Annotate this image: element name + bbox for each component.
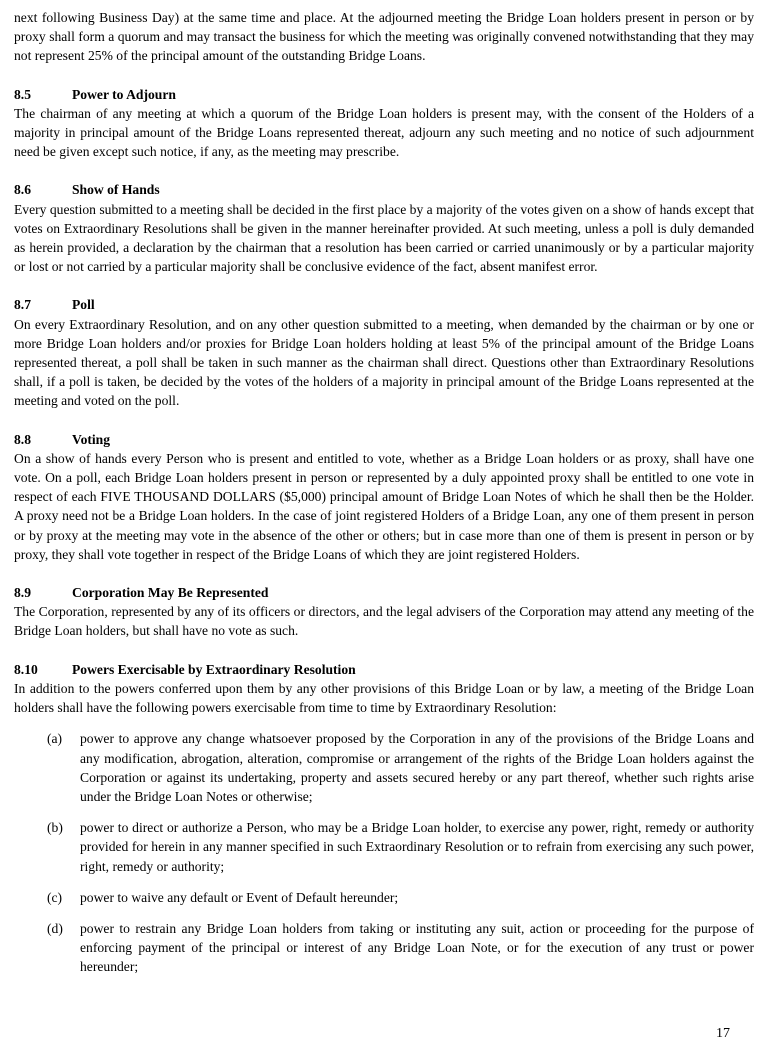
- list-item-d: [47, 919, 754, 977]
- list-item-c: [47, 888, 754, 907]
- section-heading: [14, 295, 754, 314]
- powers-list: [14, 729, 754, 976]
- section-heading: [14, 660, 754, 679]
- section-number: 8.7: [14, 297, 31, 313]
- section-body: On every Extraordinary Resolution, and on any other question submitted to a meeting, when demanded by the chairman or by one or more Bridge Loan holders and/or proxies for Bridge Loan holders holding at least 5% of the principal amount of the Bridge Loans represented thereat, a poll shall be taken in such manner as the chairman shall direct. Questions other than Extraordinary Resolutions shall, if a poll is taken, be decided by the votes of the holders of a majority in principal amount of the Bridge Loans represented at the meeting and voted on the poll.: [14, 316, 754, 409]
- section-body: Every question submitted to a meeting shall be decided in the first place by a majority of the votes given on a show of hands except that votes on Extraordinary Resolutions shall be given in the manner hereinafter provided. At such meeting, unless a poll is duly demanded as herein provided, a declaration by the chairman that a resolution has been carried or carried unanimously or by a particular majority or lost or not carried by a particular majority shall be conclusive evidence of the fact, absent manifest error.: [14, 201, 754, 275]
- section-body: The Corporation, represented by any of its officers or directors, and the legal advisers of the Corporation may attend any meeting of the Bridge Loan holders, but shall have no vote as such.: [14, 604, 754, 639]
- item-text: power to waive any default or Event of Default hereunder;: [80, 889, 399, 905]
- list-item-b: [47, 818, 754, 876]
- section-number: 8.6: [14, 182, 31, 198]
- section-body: The chairman of any meeting at which a quorum of the Bridge Loan holders is present may, with the consent of the Holders of a majority in principal amount of the Bridge Loans represented thereat, adjourn any such meeting and no notice of such adjournment need be given except such notice, if any, as the meeting may prescribe.: [14, 105, 754, 160]
- section-number: 8.9: [14, 585, 31, 601]
- section-heading: [14, 180, 754, 199]
- section-title: Poll: [72, 297, 95, 313]
- section-8-10: [14, 660, 754, 977]
- intro-paragraph: next following Business Day) at the same time and place. At the adjourned meeting the Bridge Loan holders present in person or by proxy shall form a quorum and may transact the business for which the meeting was originally convened notwithstanding that they may not represent 25% of the principal amount of the outstanding Bridge Loans.: [14, 10, 754, 64]
- section-heading: [14, 583, 754, 602]
- item-text: power to approve any change whatsoever proposed by the Corporation in any of the provisions of the Bridge Loans and any modification, abrogation, alteration, compromise or arrangement of the rights of the Bridge Loan holders against the Corporation or against its undertaking, property and assets secured hereby or any part thereof, whether such rights arise under the Bridge Loan Notes or otherwise;: [80, 731, 754, 804]
- item-label: (b): [47, 820, 63, 836]
- section-heading: [14, 430, 754, 449]
- section-title: Powers Exercisable by Extraordinary Resolution: [72, 661, 356, 677]
- section-title: Power to Adjourn: [72, 86, 176, 102]
- section-number: 8.5: [14, 86, 31, 102]
- section-8-8: [14, 430, 754, 564]
- item-label: (d): [47, 920, 63, 936]
- item-label: (c): [47, 889, 63, 905]
- section-body: In addition to the powers conferred upon them by any other provisions of this Bridge Loan or by law, a meeting of the Bridge Loan holders shall have the following powers exercisable from time to time by Extraordinary Resolution:: [14, 680, 754, 716]
- item-label: (a): [47, 731, 63, 747]
- section-body: On a show of hands every Person who is present and entitled to vote, whether as a Bridge Loan holders or as proxy, shall have one vote. On a poll, each Bridge Loan holders present in person or represented by a duly appointed proxy shall be entitled to one vote in respect of each FIVE THOUSAND DOLLARS ($5,000) principal amount of Bridge Loan Notes of which he shall then be the Holder. A proxy need not be a Bridge Loan holders. In the case of joint registered Holders of a Bridge Loan, any one of them present in person or by proxy at the meeting may vote in the absence of the other or others; but in case more than one of them is present in person or by proxy, they shall vote together in respect of the Bridge Loans of which they are joint registered Holders.: [14, 450, 754, 562]
- section-title: Corporation May Be Represented: [72, 585, 269, 601]
- section-heading: [14, 85, 754, 104]
- list-item-a: [47, 729, 754, 806]
- section-8-9: [14, 583, 754, 641]
- item-text: power to direct or authorize a Person, who may be a Bridge Loan holder, to exercise any power, right, remedy or authority provided for herein in any manner specified in such Extraordinary Resolution or to refrain from exercising any such power, right, remedy or authority;: [80, 820, 754, 874]
- section-8-6: [14, 180, 754, 276]
- section-title: Voting: [72, 431, 111, 447]
- section-number: 8.8: [14, 431, 31, 447]
- section-title: Show of Hands: [72, 182, 160, 198]
- section-8-7: [14, 295, 754, 410]
- section-8-5: [14, 85, 754, 162]
- section-number: 8.10: [14, 661, 38, 677]
- page-number: 17: [716, 1025, 730, 1041]
- item-text: power to restrain any Bridge Loan holders from taking or instituting any suit, action or proceeding for the purpose of enforcing payment of the principal or interest of any Bridge Loan Note, or for the execution of any trust or power hereunder;: [80, 920, 754, 975]
